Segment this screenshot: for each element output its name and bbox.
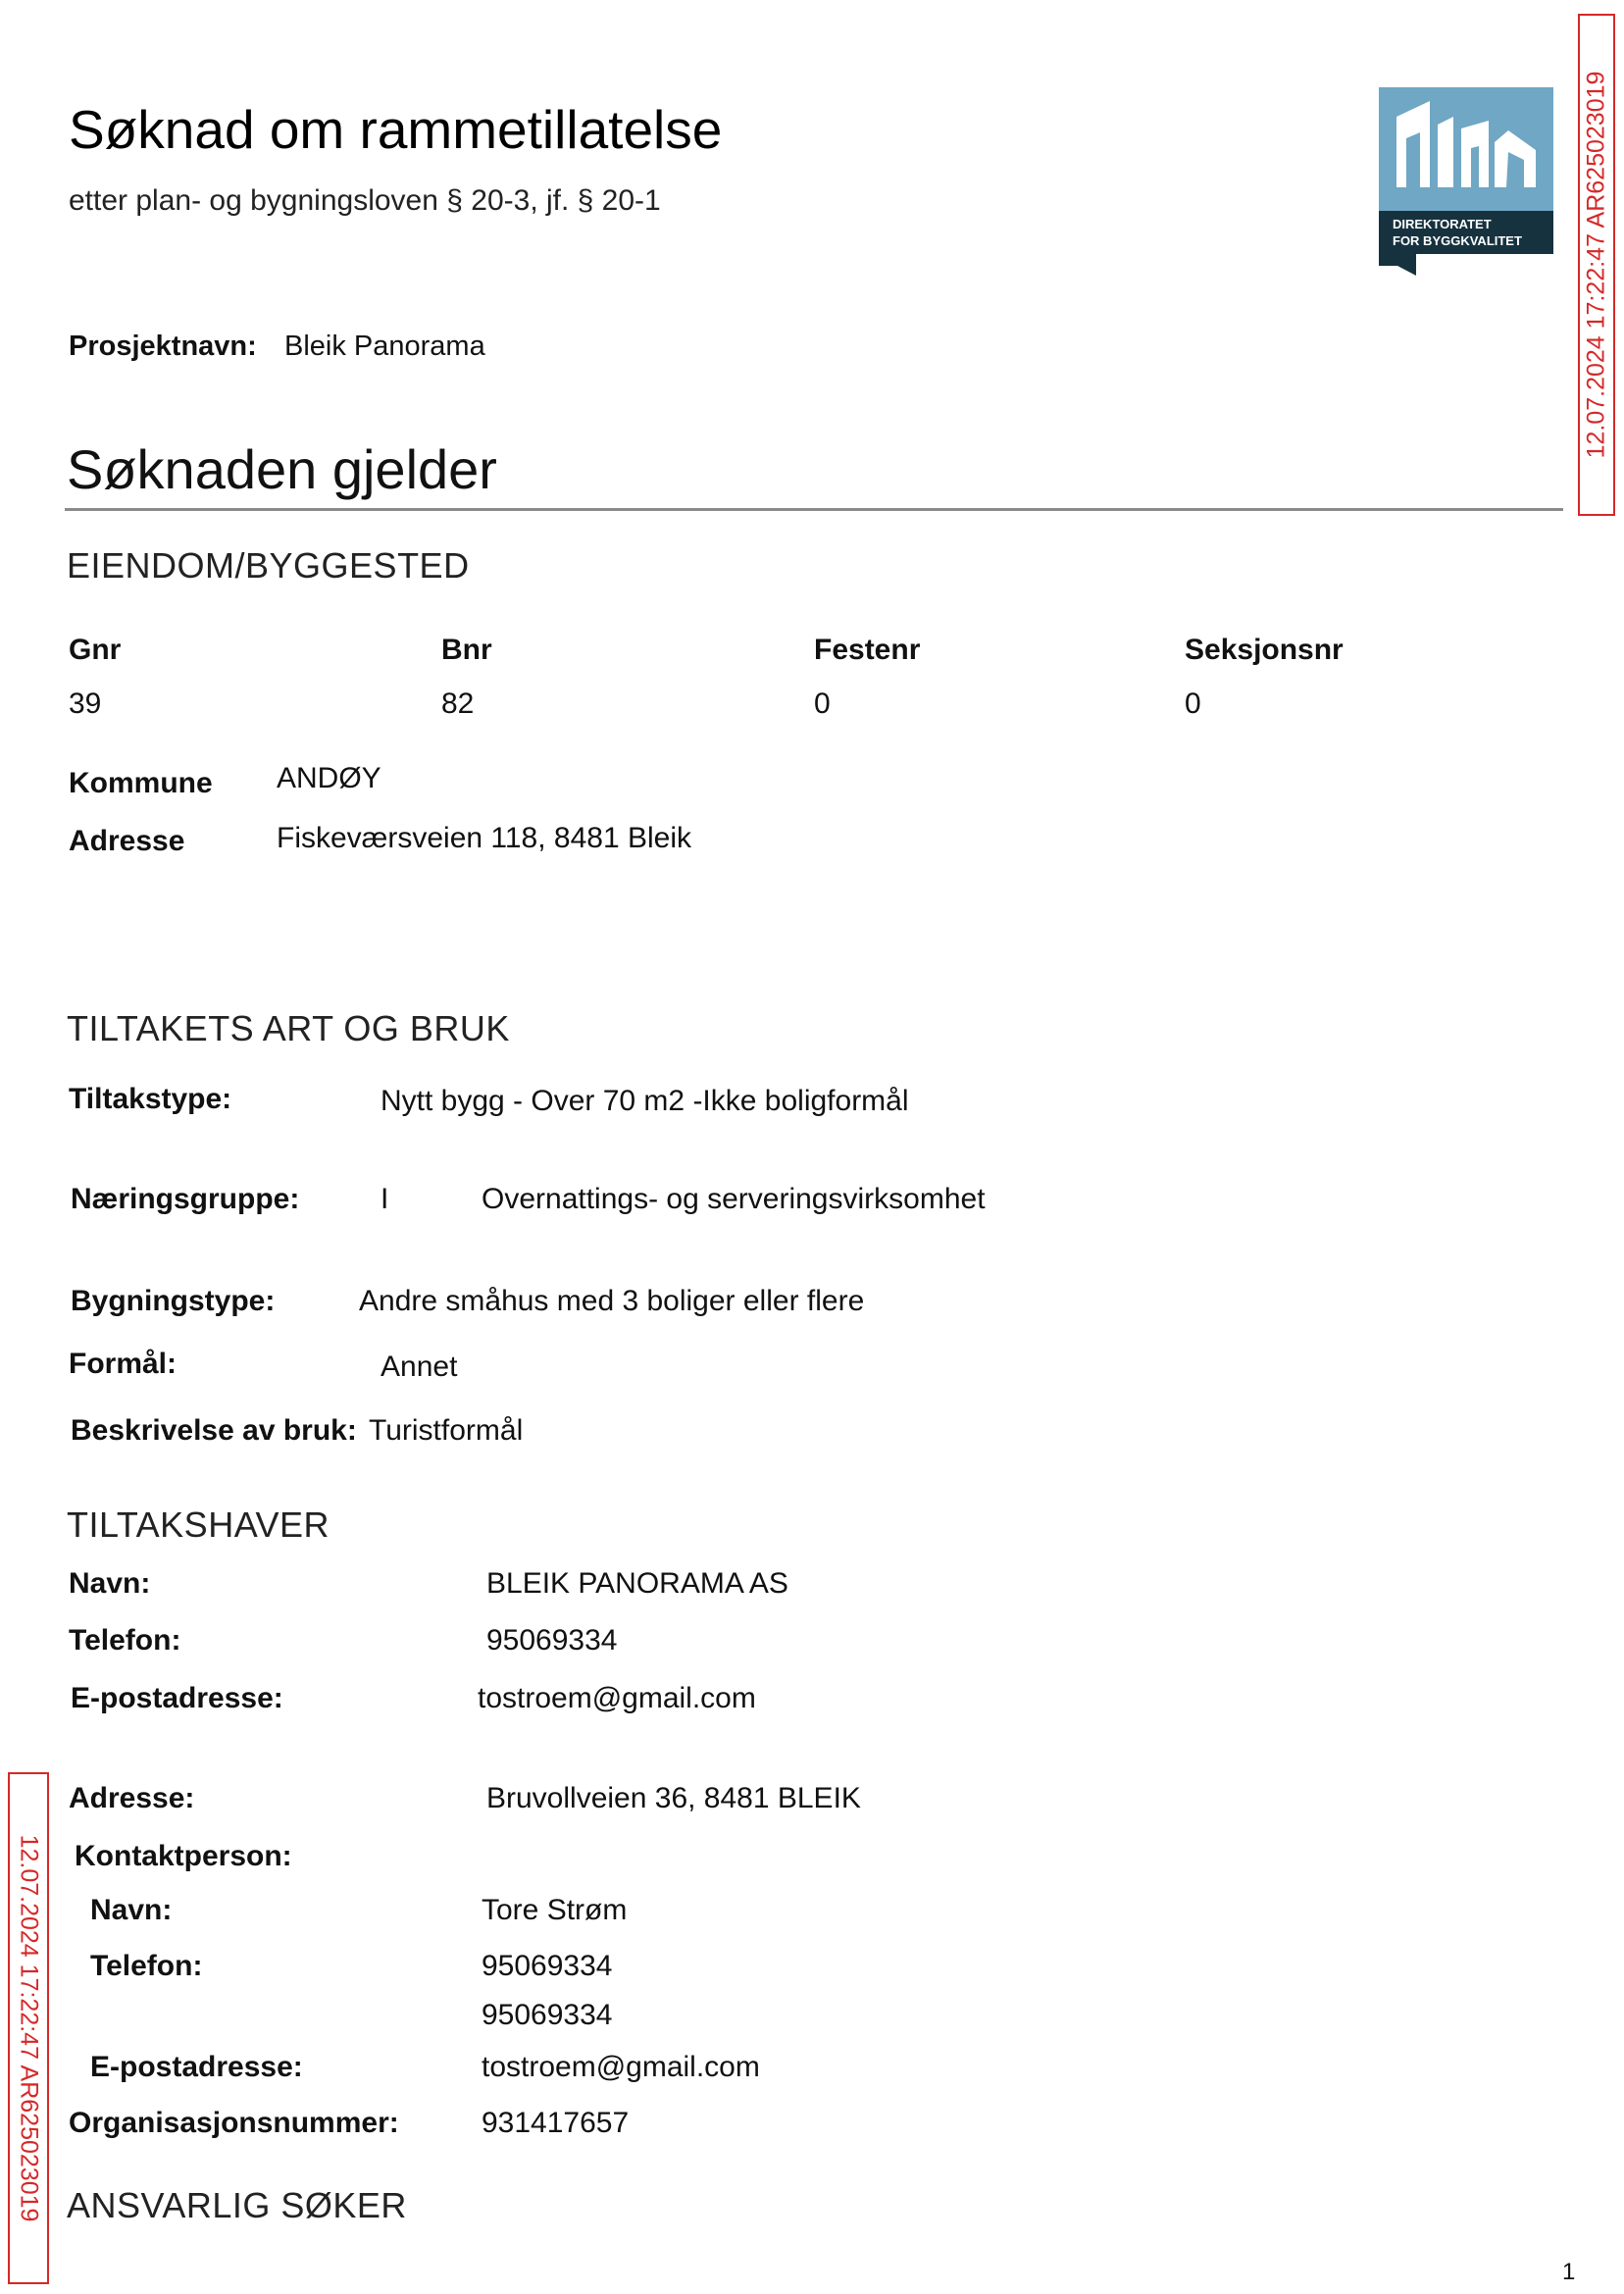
- address-label: Adresse: [69, 825, 185, 857]
- address-value: Fiskeværsveien 118, 8481 Bleik: [277, 822, 691, 854]
- contact-person-label: Kontaktperson:: [75, 1840, 292, 1872]
- tiltakstype-value: Nytt bygg - Over 70 m2 -Ikke boligformål: [381, 1085, 909, 1117]
- page-number: 1: [1562, 2259, 1576, 2285]
- dibk-logo: [1379, 87, 1553, 276]
- project-name-value: Bleik Panorama: [284, 331, 485, 362]
- kommune-value: ANDØY: [277, 762, 381, 794]
- gnr-value: 39: [69, 688, 102, 720]
- contact-email-value: tostroem@gmail.com: [482, 2051, 760, 2083]
- contact-email-label: E-postadresse:: [90, 2051, 303, 2083]
- seksjonsnr-value: 0: [1185, 688, 1201, 720]
- seksjonsnr-label: Seksjonsnr: [1185, 634, 1344, 666]
- owner-name-label: Navn:: [69, 1567, 151, 1600]
- document-title: Søknad om rammetillatelse: [69, 99, 723, 160]
- applicant-heading: ANSVARLIG SØKER: [67, 2185, 407, 2225]
- naeringsgruppe-label: Næringsgruppe:: [71, 1183, 300, 1215]
- section-heading: Søknaden gjelder: [67, 438, 497, 500]
- tiltakstype-label: Tiltakstype:: [69, 1083, 232, 1115]
- owner-phone-value: 95069334: [486, 1624, 618, 1657]
- owner-email-value: tostroem@gmail.com: [478, 1682, 756, 1714]
- logo-line-2: FOR BYGGKVALITET: [1393, 233, 1522, 248]
- owner-heading: TILTAKSHAVER: [67, 1504, 330, 1545]
- contact-name-label: Navn:: [90, 1894, 173, 1926]
- stamp-text: 12.07.2024 17:22:47 AR625023019: [1582, 71, 1610, 459]
- owner-email-label: E-postadresse:: [71, 1682, 283, 1714]
- owner-name-value: BLEIK PANORAMA AS: [486, 1567, 788, 1600]
- beskrivelse-label: Beskrivelse av bruk:: [71, 1414, 357, 1447]
- naeringsgruppe-value: Overnattings- og serveringsvirksomhet: [482, 1183, 986, 1215]
- owner-address-label: Adresse:: [69, 1782, 195, 1814]
- bnr-value: 82: [441, 688, 475, 720]
- bygningstype-value: Andre småhus med 3 boliger eller flere: [359, 1285, 865, 1317]
- stamp-text: 12.07.2024 17:22:47 AR625023019: [15, 1834, 43, 2222]
- measure-heading: TILTAKETS ART OG BRUK: [67, 1008, 510, 1048]
- contact-name-value: Tore Strøm: [482, 1894, 628, 1926]
- festenr-label: Festenr: [814, 634, 921, 666]
- contact-phone-value: 95069334: [482, 1950, 613, 1982]
- festenr-value: 0: [814, 688, 831, 720]
- naeringsgruppe-code: I: [381, 1183, 389, 1215]
- formal-value: Annet: [381, 1351, 458, 1383]
- org-number-label: Organisasjonsnummer:: [69, 2107, 399, 2139]
- gnr-label: Gnr: [69, 634, 122, 666]
- logo-line-1: DIREKTORATET: [1393, 217, 1492, 231]
- property-heading: EIENDOM/BYGGESTED: [67, 545, 470, 586]
- contact-phone-value-2: 95069334: [482, 1999, 613, 2031]
- owner-phone-label: Telefon:: [69, 1624, 181, 1657]
- beskrivelse-value: Turistformål: [369, 1414, 524, 1447]
- org-number-value: 931417657: [482, 2107, 630, 2139]
- receipt-stamp-top: [1578, 14, 1615, 516]
- document-subtitle: etter plan- og bygningsloven § 20-3, jf. § 20-1: [69, 184, 661, 217]
- bnr-label: Bnr: [441, 634, 492, 666]
- formal-label: Formål:: [69, 1348, 178, 1380]
- owner-address-value: Bruvollveien 36, 8481 BLEIK: [486, 1782, 861, 1814]
- bygningstype-label: Bygningstype:: [71, 1285, 276, 1317]
- project-name-label: Prosjektnavn:: [69, 331, 257, 362]
- section-divider: [65, 508, 1563, 511]
- kommune-label: Kommune: [69, 767, 213, 799]
- receipt-stamp-bottom: [8, 1772, 49, 2284]
- contact-phone-label: Telefon:: [90, 1950, 203, 1982]
